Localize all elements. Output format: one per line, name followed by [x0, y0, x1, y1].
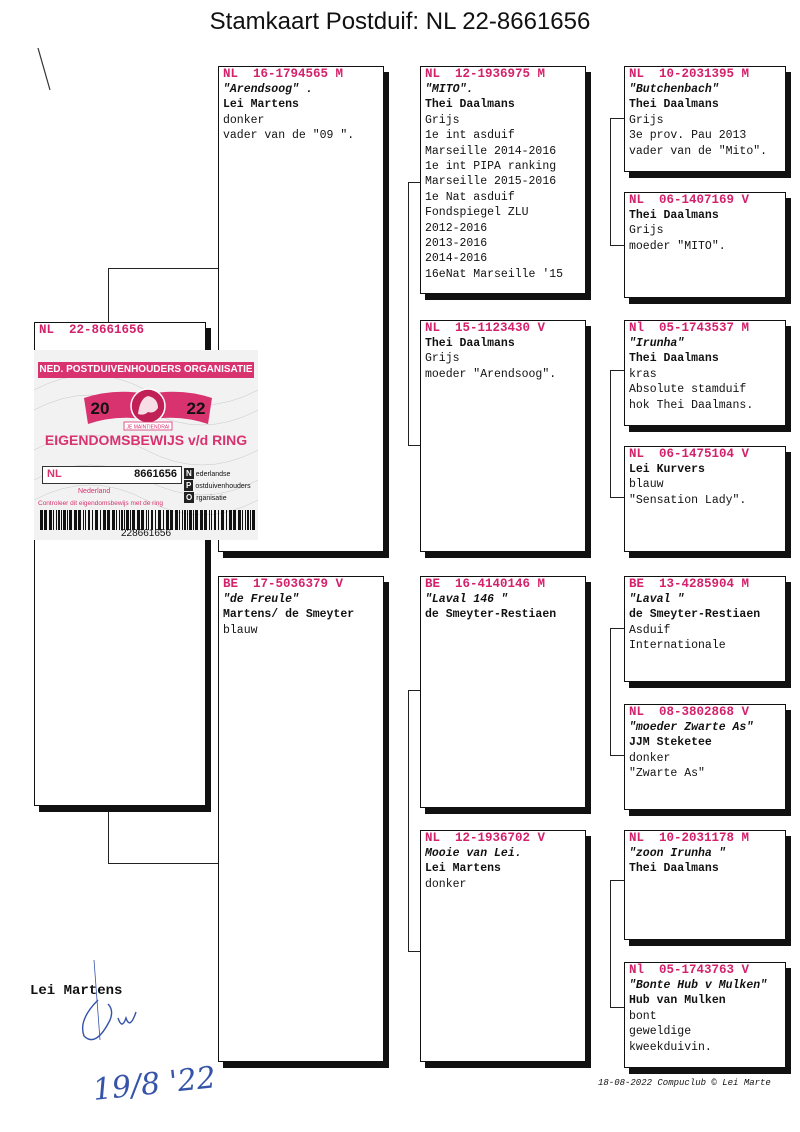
barcode-bar [92, 510, 93, 530]
info-line: Grijs [425, 352, 460, 366]
fff-ring: NL 10-2031395 M [629, 67, 750, 81]
info-line: "Zwarte As" [629, 767, 705, 781]
info-line: "Butchenbach" [629, 83, 719, 96]
mff-ring: BE 13-4285904 M [629, 577, 750, 591]
fm-ring: NL 15-1123430 V [425, 321, 546, 335]
barcode-bar [121, 510, 123, 530]
barcode-bar [184, 510, 186, 530]
barcode-bar [53, 510, 54, 530]
info-line: de Smeyter-Restiaen [425, 608, 557, 622]
lion-emblem-icon [74, 384, 222, 434]
barcode-bar [226, 510, 227, 530]
svg-text:19/8 '22: 19/8 '22 [91, 1060, 218, 1108]
info-line: "zoon Irunha " [629, 847, 726, 860]
info-line: "de Freule" [223, 593, 299, 606]
mmf-box [624, 830, 786, 940]
info-line: 2012-2016 [425, 221, 488, 235]
info-line: vader van de "Mito". [629, 144, 768, 158]
info-line: 2013-2016 [425, 237, 488, 251]
certificate-country-code: NL [47, 468, 62, 480]
ffm-box [624, 192, 786, 298]
mmm-box [624, 962, 786, 1068]
page-title: Stamkaart Postduif: NL 22-8661656 [209, 8, 591, 35]
info-line: moeder "Arendsoog". [425, 367, 557, 381]
barcode-bar [221, 510, 224, 530]
mother-box [218, 576, 384, 1062]
barcode-bar [195, 510, 198, 530]
info-line: 3e prov. Pau 2013 [629, 129, 747, 143]
info-line: "moeder Zwarte As" [629, 721, 754, 734]
barcode-bar [126, 510, 129, 530]
barcode-bar [74, 510, 77, 530]
barcode-bar [200, 510, 203, 530]
barcode-bar [229, 510, 232, 530]
info-line: 1e int PIPA ranking [425, 160, 557, 174]
info-line: "MITO". [425, 83, 474, 96]
barcode-bar [179, 510, 180, 530]
barcode-bar [214, 510, 216, 530]
info-line: "Irunha" [629, 337, 685, 350]
barcode-bar [56, 510, 57, 530]
barcode-number: 228661656 [120, 528, 172, 539]
info-line: JJM Steketee [629, 736, 712, 750]
barcode-bar [137, 510, 140, 530]
barcode-bar [233, 510, 236, 530]
barcode-bar [182, 510, 183, 530]
emblem-motto: JE MAINTIENDRAI [126, 424, 170, 431]
barcode-bar [103, 510, 106, 530]
info-line: "Laval 146 " [425, 593, 508, 606]
barcode-bar [61, 510, 62, 530]
info-line: Absolute stamduif [629, 383, 747, 397]
barcode-bar [155, 510, 156, 530]
handwritten-signature [48, 960, 218, 1110]
barcode [38, 510, 258, 530]
pen-mark [30, 44, 60, 104]
barcode-bar [95, 510, 98, 530]
ff-box [420, 66, 586, 294]
mff-box [624, 576, 786, 682]
barcode-bar [238, 510, 241, 530]
ff-ring: NL 12-1936975 M [425, 67, 546, 81]
barcode-bar [107, 510, 110, 530]
breeder-name: Lei Martens [30, 983, 123, 999]
father-info [223, 82, 379, 144]
fff-info [629, 82, 781, 159]
info-line: Lei Martens [425, 862, 501, 876]
info-line: "Sensation Lady". [629, 493, 747, 507]
info-line: de Smeyter-Restiaen [629, 608, 761, 622]
barcode-bar [218, 510, 219, 530]
barcode-bar [166, 510, 169, 530]
info-line: Asduif [629, 623, 671, 637]
mf-info [425, 592, 581, 623]
barcode-bar [78, 510, 81, 530]
barcode-bar [193, 510, 194, 530]
info-line: Grijs [629, 224, 664, 238]
barcode-bar [252, 510, 255, 530]
fff-box [624, 66, 786, 172]
barcode-bar [69, 510, 72, 530]
mmm-ring: Nl 05-1743763 V [629, 963, 750, 977]
mm-info [425, 846, 581, 892]
barcode-bar [124, 510, 125, 530]
barcode-bar [151, 510, 153, 530]
fmf-info [629, 336, 781, 413]
mmm-info [629, 978, 781, 1055]
certificate-control-text: Controleer dit eigendomsbewijs met de ring [38, 500, 164, 507]
info-line: donker [629, 751, 671, 765]
barcode-bar [44, 510, 47, 530]
barcode-bar [158, 510, 161, 530]
year-right: 22 [186, 399, 206, 418]
info-line: "Bonte Hub v Mulken" [629, 979, 768, 992]
barcode-bar [245, 510, 246, 530]
mother-ring: BE 17-5036379 V [223, 577, 344, 591]
mf-box [420, 576, 586, 808]
barcode-bar [67, 510, 68, 530]
barcode-bar [141, 510, 144, 530]
barcode-bar [204, 510, 207, 530]
certificate-org: NED. POSTDUIVENHOUDERS ORGANISATIE [38, 362, 254, 378]
barcode-bar [175, 510, 178, 530]
mf-ring: BE 16-4140146 M [425, 577, 546, 591]
barcode-bar [40, 510, 43, 530]
info-line: Lei Martens [223, 98, 299, 112]
year-left: 20 [90, 399, 110, 418]
mfm-box [624, 704, 786, 810]
ffm-info [629, 208, 781, 254]
barcode-bar [189, 510, 192, 530]
info-line: Lei Kurvers [629, 463, 705, 476]
mfm-info [629, 720, 781, 782]
barcode-bar [63, 510, 66, 530]
info-line: donker [223, 113, 265, 127]
mmf-ring: NL 10-2031178 M [629, 831, 750, 845]
certificate-country-label: Nederland [78, 488, 111, 495]
barcode-bar [148, 510, 149, 530]
barcode-bar [112, 510, 115, 530]
father-ring: NL 16-1794565 M [223, 67, 344, 81]
info-line: "Arendsoog" . [223, 83, 313, 96]
fmf-box [624, 320, 786, 426]
info-line: Thei Daalmans [629, 352, 719, 366]
info-line: blauw [629, 478, 664, 492]
barcode-bar [247, 510, 249, 530]
barcode-bar [242, 510, 243, 530]
info-line: vader van de "09 ". [223, 129, 355, 143]
footer-credit: 18-08-2022 Compuclub © Lei Marte [598, 1078, 771, 1088]
info-line: Martens/ de Smeyter [223, 608, 355, 622]
mmf-info [629, 846, 781, 877]
info-line: Marseille 2015-2016 [425, 175, 557, 189]
info-line: blauw [223, 623, 258, 637]
info-line: bont [629, 1009, 657, 1023]
info-line: kras [629, 367, 657, 381]
ff-info [425, 82, 581, 282]
barcode-bar [85, 510, 86, 530]
barcode-bar [88, 510, 90, 530]
info-line: Thei Daalmans [629, 98, 719, 112]
info-line: 2014-2016 [425, 252, 488, 266]
barcode-bar [119, 510, 120, 530]
barcode-bar [170, 510, 173, 530]
fm-info [425, 336, 581, 382]
info-line: Mooie van Lei. [425, 847, 522, 860]
barcode-bar [187, 510, 188, 530]
certificate-title: EIGENDOMSBEWIJS v/d RING [44, 432, 248, 448]
barcode-bar [211, 510, 212, 530]
certificate-ring-number: 8661656 [134, 468, 177, 480]
mfm-ring: NL 08-3802868 V [629, 705, 750, 719]
info-line: Thei Daalmans [629, 862, 719, 876]
certificate-npo-labels: N ederlandse P ostduivenhouders O rganisatie [186, 469, 251, 502]
fmm-info [629, 462, 781, 508]
fmf-ring: Nl 05-1743537 M [629, 321, 750, 335]
barcode-bar [49, 510, 52, 530]
fm-box [420, 320, 586, 552]
barcode-bar [146, 510, 147, 530]
fmm-ring: NL 06-1475104 V [629, 447, 750, 461]
info-line: Fondspiegel ZLU [425, 206, 529, 220]
info-line: "Laval " [629, 593, 685, 606]
barcode-bar [116, 510, 117, 530]
mm-ring: NL 12-1936702 V [425, 831, 546, 845]
info-line: 16eNat Marseille '15 [425, 267, 564, 281]
info-line: Thei Daalmans [629, 209, 719, 222]
info-line: donker [425, 877, 467, 891]
info-line: kweekduivin. [629, 1040, 712, 1054]
barcode-bar [100, 510, 101, 530]
info-line: geweldige [629, 1025, 692, 1039]
info-line: moeder "MITO". [629, 239, 726, 253]
barcode-bar [163, 510, 164, 530]
subject-ring: NL 22-8661656 [39, 323, 145, 337]
info-line: hok Thei Daalmans. [629, 398, 754, 412]
info-line: Marseille 2014-2016 [425, 144, 557, 158]
barcode-bar [130, 510, 131, 530]
info-line: 1e Nat asduif [425, 190, 515, 204]
ring-certificate [34, 350, 258, 540]
barcode-bar [250, 510, 251, 530]
barcode-bar [58, 510, 60, 530]
mm-box [420, 830, 586, 1062]
info-line: Hub van Mulken [629, 994, 726, 1008]
info-line: 1e int asduif [425, 129, 515, 143]
info-line: Thei Daalmans [425, 337, 515, 350]
info-line: Thei Daalmans [425, 98, 515, 112]
mff-info [629, 592, 781, 654]
barcode-bar [209, 510, 210, 530]
mother-info [223, 592, 379, 638]
certificate-ring-field [42, 466, 182, 484]
barcode-bar [83, 510, 84, 530]
info-line: Grijs [629, 113, 664, 127]
fmm-box [624, 446, 786, 552]
info-line: Grijs [425, 113, 460, 127]
ffm-ring: NL 06-1407169 V [629, 193, 750, 207]
info-line: Internationale [629, 639, 726, 653]
barcode-bar [132, 510, 135, 530]
